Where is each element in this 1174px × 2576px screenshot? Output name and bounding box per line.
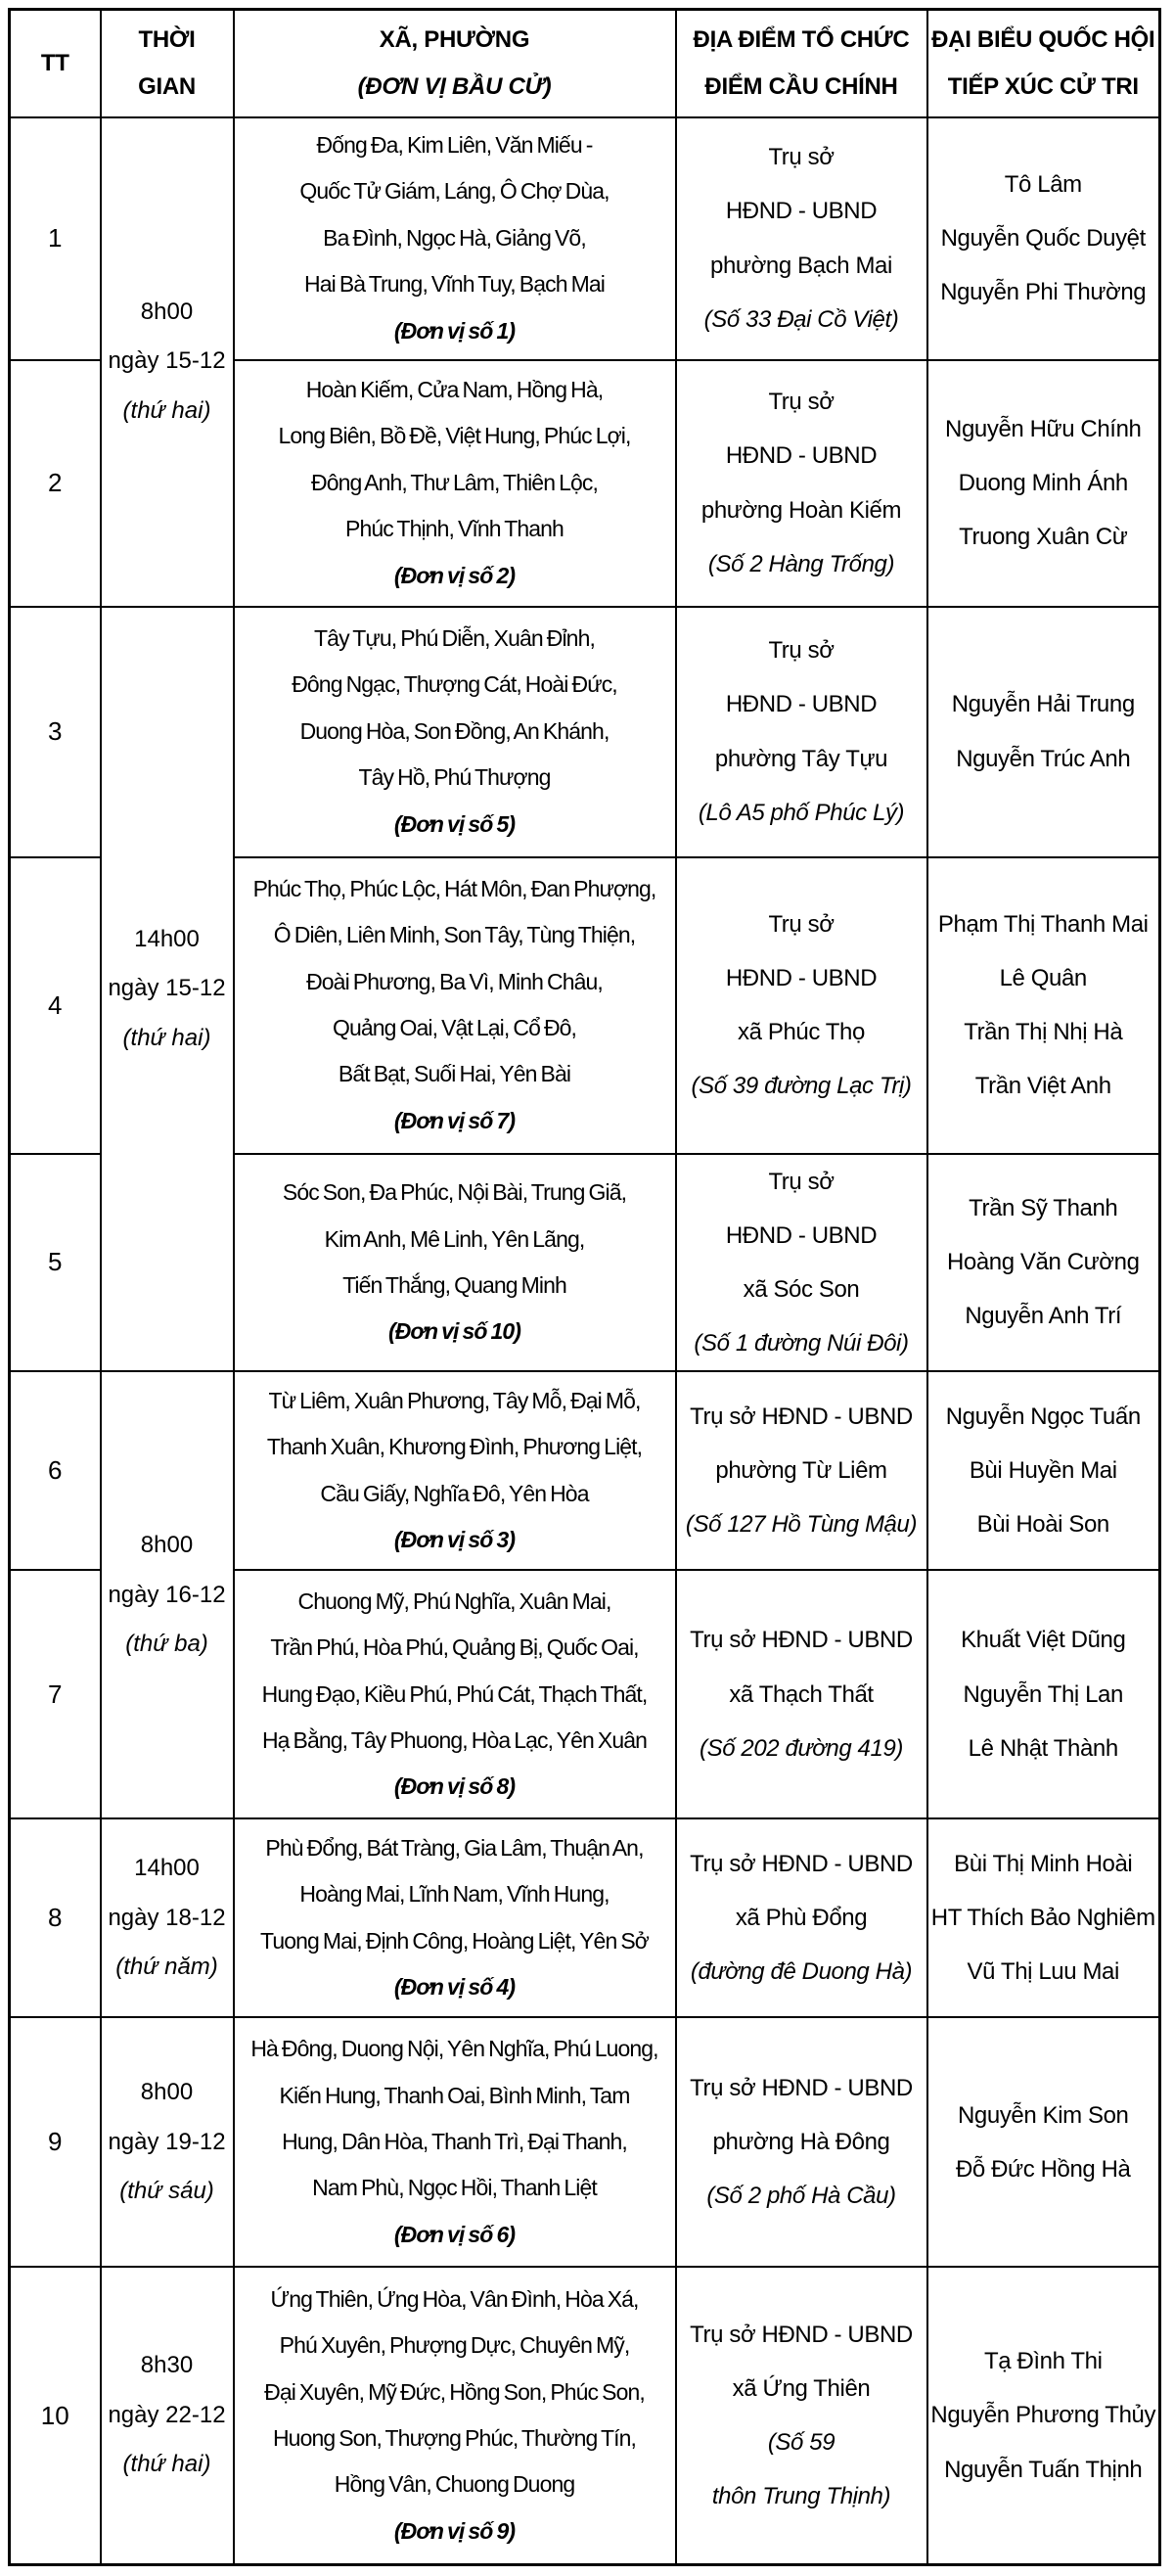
text-line: Cầu Giấy, Nghĩa Đô, Yên Hòa [320, 1480, 589, 1506]
text-line: Trụ sở HĐND - UBND [690, 1627, 913, 1654]
text-line: 14h00 [134, 1855, 200, 1882]
delegates-cell [927, 857, 1160, 1154]
text-line: Hung Đạo, Kiều Phú, Phú Cát, Thạch Thất, [261, 1680, 648, 1707]
text-line: HĐND - UBND [725, 691, 878, 718]
text-line: Hoàng Mai, Lĩnh Nam, Vĩnh Hung, [299, 1881, 610, 1908]
text-line: Trụ sở [768, 389, 835, 416]
text-line: Quảng Oai, Vật Lại, Cổ Đô, [332, 1015, 577, 1040]
text-line: Hồng Vân, Chuong Duong [334, 2471, 575, 2498]
text-line: Nguyễn Phương Thủy [930, 2402, 1156, 2429]
delegates-cell [927, 1154, 1160, 1372]
venue-cell [676, 1371, 927, 1570]
text-line: xã Thạch Thất [729, 1680, 874, 1708]
text-line: Trụ sở HĐND - UBND [690, 2321, 913, 2348]
venue-cell [676, 857, 927, 1154]
text-line: Đỗ Đức Hồng Hà [955, 2155, 1131, 2183]
text-line: Tuong Mai, Định Công, Hoàng Liệt, Yên Sở [260, 1927, 649, 1954]
text-line: (Đơn vị số 1) [393, 317, 516, 344]
tt-cell: 9 [10, 2017, 101, 2267]
text-line: HĐND - UBND [725, 198, 878, 225]
text-line: Trần Việt Anh [974, 1073, 1111, 1100]
text-line: (thứ ba) [125, 1630, 208, 1657]
text-line: (thứ sáu) [119, 2177, 214, 2204]
venue-cell [676, 2017, 927, 2267]
text-line: Nam Phù, Ngọc Hồi, Thanh Liệt [312, 2175, 597, 2201]
text-line: (đường đê Duong Hà) [690, 1958, 913, 1986]
text-line: Bùi Hoài Son [976, 1511, 1109, 1539]
text-line: Nguyễn Thị Lan [963, 1680, 1123, 1708]
delegates-cell [927, 1371, 1160, 1570]
text-line: ngày 19-12 [108, 2128, 226, 2155]
header-row [10, 10, 1160, 117]
text-line: (Số 33 Đại Cồ Việt) [703, 305, 899, 333]
text-line: Duong Hòa, Son Đồng, An Khánh, [299, 717, 610, 744]
text-line: Đoài Phương, Ba Vì, Minh Châu, [306, 968, 603, 994]
text-line: 8h00 [140, 2079, 194, 2106]
text-line: Trần Phú, Hòa Phú, Quảng Bị, Quốc Oai, [270, 1634, 639, 1661]
text-line: (Số 2 phố Hà Cầu) [706, 2183, 896, 2210]
schedule-table [8, 8, 1161, 2566]
text-line: xã Sóc Son [743, 1275, 860, 1303]
text-line: Tây Hồ, Phú Thượng [358, 764, 551, 791]
text-line: Trần Sỹ Thanh [969, 1195, 1118, 1222]
text-line: ngày 18-12 [108, 1904, 226, 1931]
delegates-cell [927, 1818, 1160, 2017]
header-time [101, 10, 234, 117]
time-cell [101, 1371, 234, 1818]
header-delegates [927, 10, 1160, 117]
delegates-cell [927, 360, 1160, 607]
text-line: Hoàng Văn Cường [946, 1249, 1140, 1276]
text-line: ngày 15-12 [108, 347, 226, 375]
text-line: ĐỊA ĐIỂM TỔ CHỨC [693, 25, 910, 53]
text-line: (Đơn vị số 5) [393, 810, 516, 837]
text-line: Lê Quân [999, 964, 1087, 991]
text-line: (Số 59 [767, 2429, 835, 2456]
text-line: phường Hà Đông [712, 2129, 890, 2156]
text-line: Huong Son, Thượng Phúc, Thường Tín, [272, 2425, 637, 2451]
text-line: Trụ sở HĐND - UBND [690, 2074, 913, 2101]
text-line: Nguyễn Quốc Duyệt [940, 224, 1146, 252]
text-line: Trụ sở [768, 910, 835, 938]
text-line: Trụ sở HĐND - UBND [690, 1403, 913, 1430]
header-tt: TT [10, 10, 101, 117]
text-line: Trụ sở [768, 1168, 835, 1195]
table-row [10, 1371, 1160, 1570]
text-line: (Đơn vị số 6) [393, 2221, 516, 2247]
text-line: 8h00 [140, 298, 194, 325]
text-line: Bất Bạt, Suối Hai, Yên Bài [338, 1061, 571, 1087]
text-line: (Lô A5 phố Phúc Lý) [698, 799, 905, 826]
text-line: Tiến Thắng, Quang Minh [342, 1271, 566, 1298]
text-line: (Số 39 đường Lạc Trị) [691, 1073, 912, 1100]
text-line: xã Ứng Thiên [732, 2374, 871, 2402]
text-line: (Đơn vị số 3) [393, 1527, 516, 1553]
text-line: (Số 127 Hồ Tùng Mậu) [685, 1511, 918, 1539]
text-line: (ĐƠN VỊ BẦU CỬ) [357, 72, 552, 100]
text-line: Trụ sở [768, 144, 835, 171]
delegates-cell [927, 1570, 1160, 1818]
text-line: Phạm Thị Thanh Mai [937, 910, 1149, 938]
venue-cell [676, 607, 927, 857]
wards-cell [234, 117, 676, 360]
text-line: Phúc Thọ, Phúc Lộc, Hát Môn, Đan Phượng, [252, 875, 656, 901]
table-row [10, 607, 1160, 857]
text-line: Đại Xuyên, Mỹ Đức, Hồng Son, Phúc Son, [264, 2378, 645, 2405]
delegates-cell [927, 2017, 1160, 2267]
table-row [10, 1818, 1160, 2017]
text-line: Chuong Mỹ, Phú Nghĩa, Xuân Mai, [297, 1587, 611, 1614]
text-line: Hà Đông, Duong Nội, Yên Nghĩa, Phú Luong, [250, 2036, 658, 2062]
wards-cell [234, 1570, 676, 1818]
text-line: Trụ sở [768, 637, 835, 665]
text-line: Nguyễn Ngọc Tuấn [945, 1403, 1141, 1430]
text-line: Đống Đa, Kim Liên, Văn Miếu - [316, 132, 593, 159]
text-line: Long Biên, Bồ Đề, Việt Hung, Phúc Lợi, [278, 423, 631, 449]
text-line: HĐND - UBND [725, 964, 878, 991]
text-line: Ba Đình, Ngọc Hà, Giảng Võ, [323, 224, 586, 251]
table-row [10, 2267, 1160, 2564]
text-line: 8h00 [140, 1532, 194, 1559]
text-line: Sóc Son, Đa Phúc, Nội Bài, Trung Giã, [282, 1179, 627, 1206]
text-line: (Đơn vị số 9) [393, 2517, 516, 2544]
text-line: Từ Liêm, Xuân Phương, Tây Mỗ, Đại Mỗ, [268, 1388, 641, 1413]
text-line: Duong Minh Ánh [958, 469, 1128, 496]
text-line: Hai Bà Trung, Vĩnh Tuy, Bạch Mai [304, 271, 605, 298]
header-venue [676, 10, 927, 117]
venue-cell [676, 117, 927, 360]
text-line: Đông Ngạc, Thượng Cát, Hoài Đức, [292, 671, 617, 698]
wards-cell [234, 607, 676, 857]
text-line: THỜI [138, 25, 196, 53]
text-line: Ứng Thiên, Ứng Hòa, Vân Đình, Hòa Xá, [270, 2285, 639, 2312]
text-line: phường Bạch Mai [710, 252, 892, 279]
tt-cell: 2 [10, 360, 101, 607]
text-line: Phú Xuyên, Phượng Dực, Chuyên Mỹ, [279, 2332, 630, 2359]
wards-cell [234, 360, 676, 607]
text-line: Trần Thị Nhị Hà [964, 1019, 1123, 1045]
text-line: HT Thích Bảo Nghiêm [930, 1905, 1155, 1932]
text-line: Hạ Bằng, Tây Phuong, Hòa Lạc, Yên Xuân [261, 1726, 648, 1753]
venue-cell [676, 2267, 927, 2564]
text-line: Hoàn Kiếm, Cửa Nam, Hồng Hà, [305, 377, 604, 403]
text-line: phường Từ Liêm [715, 1457, 887, 1485]
text-line: Kiến Hung, Thanh Oai, Bình Minh, Tam [279, 2082, 630, 2108]
text-line: Nguyễn Kim Son [958, 2101, 1129, 2129]
text-line: (Đơn vị số 7) [393, 1107, 516, 1133]
text-line: phường Tây Tựu [714, 745, 888, 772]
text-line: (Số 1 đường Núi Đôi) [694, 1330, 909, 1357]
text-line: (Đơn vị số 2) [393, 562, 516, 588]
text-line: Hung, Dân Hòa, Thanh Trì, Đại Thanh, [282, 2129, 627, 2155]
text-line: Ô Diên, Liên Minh, Son Tây, Tùng Thiện, [273, 922, 636, 948]
tt-cell: 8 [10, 1818, 101, 2017]
text-line: Bùi Huyền Mai [969, 1457, 1117, 1485]
text-line: Nguyễn Hải Trung [951, 691, 1135, 718]
text-line: (Số 2 Hàng Trống) [707, 550, 895, 577]
text-line: (Đơn vị số 10) [387, 1318, 521, 1345]
text-line: Phúc Thịnh, Vĩnh Thanh [345, 516, 564, 542]
text-line: HĐND - UBND [725, 442, 878, 470]
text-line: xã Phúc Thọ [738, 1019, 865, 1045]
text-line: Lê Nhật Thành [968, 1734, 1118, 1762]
time-cell [101, 117, 234, 607]
tt-cell: 1 [10, 117, 101, 360]
time-cell [101, 607, 234, 1372]
tt-cell: 6 [10, 1371, 101, 1570]
venue-cell [676, 1818, 927, 2017]
time-cell [101, 2267, 234, 2564]
header-wards [234, 10, 676, 117]
wards-cell [234, 2267, 676, 2564]
tt-cell: 3 [10, 607, 101, 857]
text-line: ngày 15-12 [108, 975, 226, 1002]
text-line: ngày 22-12 [108, 2401, 226, 2428]
text-line: Quốc Tử Giám, Láng, Ô Chợ Dùa, [299, 178, 610, 205]
text-line: Nguyễn Phi Thường [940, 279, 1147, 306]
text-line: (thứ hai) [122, 1024, 211, 1051]
text-line: Nguyễn Tuấn Thịnh [944, 2456, 1143, 2483]
delegates-cell [927, 117, 1160, 360]
text-line: (thứ hai) [122, 2451, 211, 2478]
text-line: GIAN [138, 72, 196, 100]
text-line: ĐIỂM CẦU CHÍNH [704, 72, 898, 100]
wards-cell [234, 2017, 676, 2267]
wards-cell [234, 1818, 676, 2017]
text-line: thôn Trung Thịnh) [711, 2483, 891, 2510]
tt-cell: 4 [10, 857, 101, 1154]
text-line: Truong Xuân Cừ [959, 524, 1128, 551]
text-line: Nguyễn Hữu Chính [945, 415, 1142, 442]
text-line: Kim Anh, Mê Linh, Yên Lãng, [324, 1225, 585, 1252]
text-line: Bùi Thị Minh Hoài [954, 1850, 1133, 1877]
text-line: ngày 16-12 [108, 1581, 226, 1608]
text-line: Khuất Việt Dũng [961, 1627, 1126, 1654]
text-line: (Số 202 đường 419) [700, 1734, 903, 1762]
text-line: Tây Tựu, Phú Diễn, Xuân Đỉnh, [314, 625, 595, 652]
text-line: Trụ sở HĐND - UBND [690, 1850, 913, 1877]
table-row [10, 2017, 1160, 2267]
venue-cell [676, 1154, 927, 1372]
venue-cell [676, 360, 927, 607]
delegates-cell [927, 2267, 1160, 2564]
text-line: Tô Lâm [1004, 170, 1082, 198]
text-line: (thứ hai) [122, 396, 211, 424]
text-line: Nguyễn Anh Trí [965, 1303, 1122, 1330]
text-line: Đông Anh, Thư Lâm, Thiên Lộc, [311, 469, 598, 495]
text-line: Nguyễn Trúc Anh [956, 745, 1131, 772]
table-row [10, 117, 1160, 360]
text-line: phường Hoàn Kiếm [700, 496, 902, 524]
tt-cell: 5 [10, 1154, 101, 1372]
text-line: (Đơn vị số 4) [393, 1974, 516, 2001]
text-line: Phù Đổng, Bát Tràng, Gia Lâm, Thuận An, [265, 1835, 644, 1861]
text-line: (Đơn vị số 8) [393, 1773, 516, 1800]
text-line: XÃ, PHƯỜNG [379, 25, 530, 53]
text-line: 14h00 [134, 925, 200, 952]
text-line: Vũ Thị Luu Mai [967, 1958, 1119, 1986]
venue-cell [676, 1570, 927, 1818]
delegates-cell [927, 607, 1160, 857]
text-line: Thanh Xuân, Khương Đình, Phương Liệt, [266, 1434, 643, 1460]
text-line: Tạ Đình Thi [983, 2348, 1103, 2375]
text-line: HĐND - UBND [725, 1221, 878, 1249]
time-cell [101, 2017, 234, 2267]
time-cell [101, 1818, 234, 2017]
text-line: (thứ năm) [115, 1953, 218, 1980]
wards-cell [234, 1154, 676, 1372]
wards-cell [234, 857, 676, 1154]
tt-cell: 7 [10, 1570, 101, 1818]
text-line: TIẾP XÚC CỬ TRI [947, 72, 1139, 100]
tt-cell: 10 [10, 2267, 101, 2564]
wards-cell [234, 1371, 676, 1570]
text-line: ĐẠI BIỂU QUỐC HỘI [931, 25, 1155, 53]
text-line: xã Phù Đổng [735, 1905, 868, 1932]
text-line: 8h30 [140, 2352, 194, 2379]
